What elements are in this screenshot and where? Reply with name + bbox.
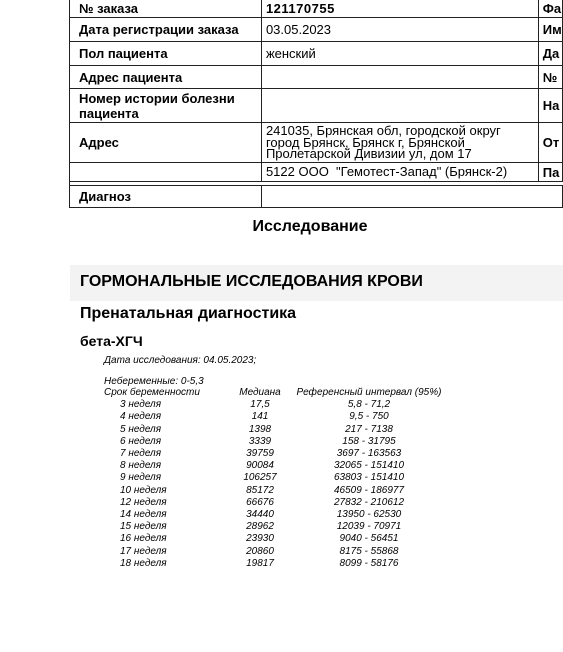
- reference-header-row: [104, 387, 452, 399]
- order-row: [70, 0, 563, 18]
- median-value: 17,5: [250, 399, 270, 411]
- patient-address-label: Адрес пациента: [70, 66, 262, 89]
- reference-interval: 9040 - 56451: [339, 533, 399, 545]
- reference-interval: 5,8 - 71,2: [347, 399, 391, 411]
- median-value: 28962: [246, 521, 274, 533]
- reference-row: [104, 485, 452, 497]
- registration-date-value: 03.05.2023: [261, 18, 538, 42]
- registration-date-row: [70, 18, 563, 42]
- order-label: № заказа: [70, 0, 262, 18]
- reference-row: [104, 558, 452, 570]
- median-value: 20860: [246, 545, 274, 557]
- gestation-week: 4 неделя: [120, 411, 162, 423]
- reference-row: [104, 411, 452, 423]
- order-info-table: [69, 0, 563, 208]
- address-row: [70, 123, 563, 163]
- right-column-label: Им: [538, 18, 562, 42]
- lab-row: [70, 163, 563, 182]
- gestation-week: 6 неделя: [120, 435, 162, 447]
- reference-table: [104, 387, 452, 570]
- median-value: 19817: [246, 557, 274, 569]
- gestation-week: 15 неделя: [120, 521, 167, 533]
- reference-interval: 46509 - 186977: [333, 484, 405, 496]
- diagnosis-row: [70, 186, 563, 208]
- median-value: 106257: [243, 472, 277, 484]
- address-label: Адрес: [70, 123, 262, 163]
- reference-interval: 13950 - 62530: [336, 509, 402, 521]
- reference-interval: 8099 - 58176: [339, 557, 399, 569]
- reference-interval: 12039 - 70971: [336, 521, 402, 533]
- reference-row: [104, 472, 452, 484]
- test-name: бета-ХГЧ: [80, 333, 143, 349]
- reference-interval: 32065 - 151410: [333, 460, 405, 472]
- median-value: 23930: [246, 533, 274, 545]
- order-number: 121170755: [261, 0, 538, 18]
- reference-row: [104, 509, 452, 521]
- reference-row: [104, 460, 452, 472]
- right-column-label: Фа: [538, 0, 562, 18]
- gestation-week: 17 неделя: [120, 545, 167, 557]
- patient-sex-value: женский: [261, 42, 538, 66]
- reference-row: [104, 546, 452, 558]
- lab-label: [70, 163, 262, 182]
- median-value: 3339: [248, 435, 272, 447]
- median-value: 85172: [246, 484, 274, 496]
- gestation-week: 7 неделя: [120, 448, 162, 460]
- column-header-interval: Референсный интервал (95%): [296, 387, 442, 398]
- history-number-value: [261, 89, 538, 123]
- reference-interval: 63803 - 151410: [333, 472, 405, 484]
- reference-interval: 27832 - 210612: [333, 496, 405, 508]
- history-number-label: Номер истории болезни пациента: [70, 89, 262, 123]
- patient-address-row: [70, 66, 563, 89]
- column-header-median: Медиана: [239, 387, 281, 398]
- median-value: 1398: [248, 423, 272, 435]
- patient-sex-row: [70, 42, 563, 66]
- reference-row: [104, 399, 452, 411]
- reference-row: [104, 436, 452, 448]
- reference-interval: 8175 - 55868: [339, 545, 399, 557]
- reference-interval: 3697 - 163563: [336, 448, 402, 460]
- right-column-label: №: [538, 66, 562, 89]
- reference-row: [104, 533, 452, 545]
- subcategory-title: Пренатальная диагностика: [80, 305, 297, 322]
- gestation-week: 12 неделя: [120, 496, 167, 508]
- reference-interval: 158 - 31795: [342, 435, 396, 447]
- median-value: 34440: [246, 509, 274, 521]
- study-date: Дата исследования: 04.05.2023;: [104, 355, 257, 366]
- right-column-label: Да: [538, 42, 562, 66]
- reference-row: [104, 497, 452, 509]
- median-value: 66676: [246, 496, 274, 508]
- gestation-week: 8 неделя: [120, 460, 162, 472]
- median-value: 90084: [246, 460, 274, 472]
- gestation-week: 9 неделя: [120, 472, 162, 484]
- non-pregnant-range: Небеременные: 0-5,3: [104, 376, 204, 387]
- registration-date-label: Дата регистрации заказа: [70, 18, 262, 42]
- gestation-week: 18 неделя: [120, 557, 167, 569]
- column-header-term: Срок беременности: [104, 387, 200, 398]
- lab-value: 5122 ООО "Гемотест-Запад" (Брянск-2): [261, 163, 538, 182]
- reference-row: [104, 448, 452, 460]
- patient-sex-label: Пол пациента: [70, 42, 262, 66]
- median-value: 39759: [246, 448, 274, 460]
- section-title: Исследование: [252, 218, 368, 235]
- median-value: 141: [251, 411, 269, 423]
- address-value: 241035, Брянская обл, городской округ город Брянск, Брянск г, Брянской Пролетарской Дивизии ул, дом 17: [261, 123, 538, 163]
- patient-address-value: [261, 66, 538, 89]
- right-column-label: На: [538, 89, 562, 123]
- gestation-week: 3 неделя: [120, 399, 162, 411]
- gestation-week: 14 неделя: [120, 509, 167, 521]
- reference-row: [104, 521, 452, 533]
- reference-interval: 9,5 - 750: [349, 411, 389, 423]
- gestation-week: 16 неделя: [120, 533, 167, 545]
- reference-interval: 217 - 7138: [345, 423, 393, 435]
- category-title: ГОРМОНАЛЬНЫЕ ИССЛЕДОВАНИЯ КРОВИ: [80, 273, 423, 290]
- right-column-label: Па: [538, 163, 562, 182]
- reference-row: [104, 424, 452, 436]
- gestation-week: 10 неделя: [120, 484, 167, 496]
- diagnosis-label: Диагноз: [70, 186, 262, 208]
- history-number-row: [70, 89, 563, 123]
- gestation-week: 5 неделя: [120, 423, 162, 435]
- right-column-label: От: [538, 123, 562, 163]
